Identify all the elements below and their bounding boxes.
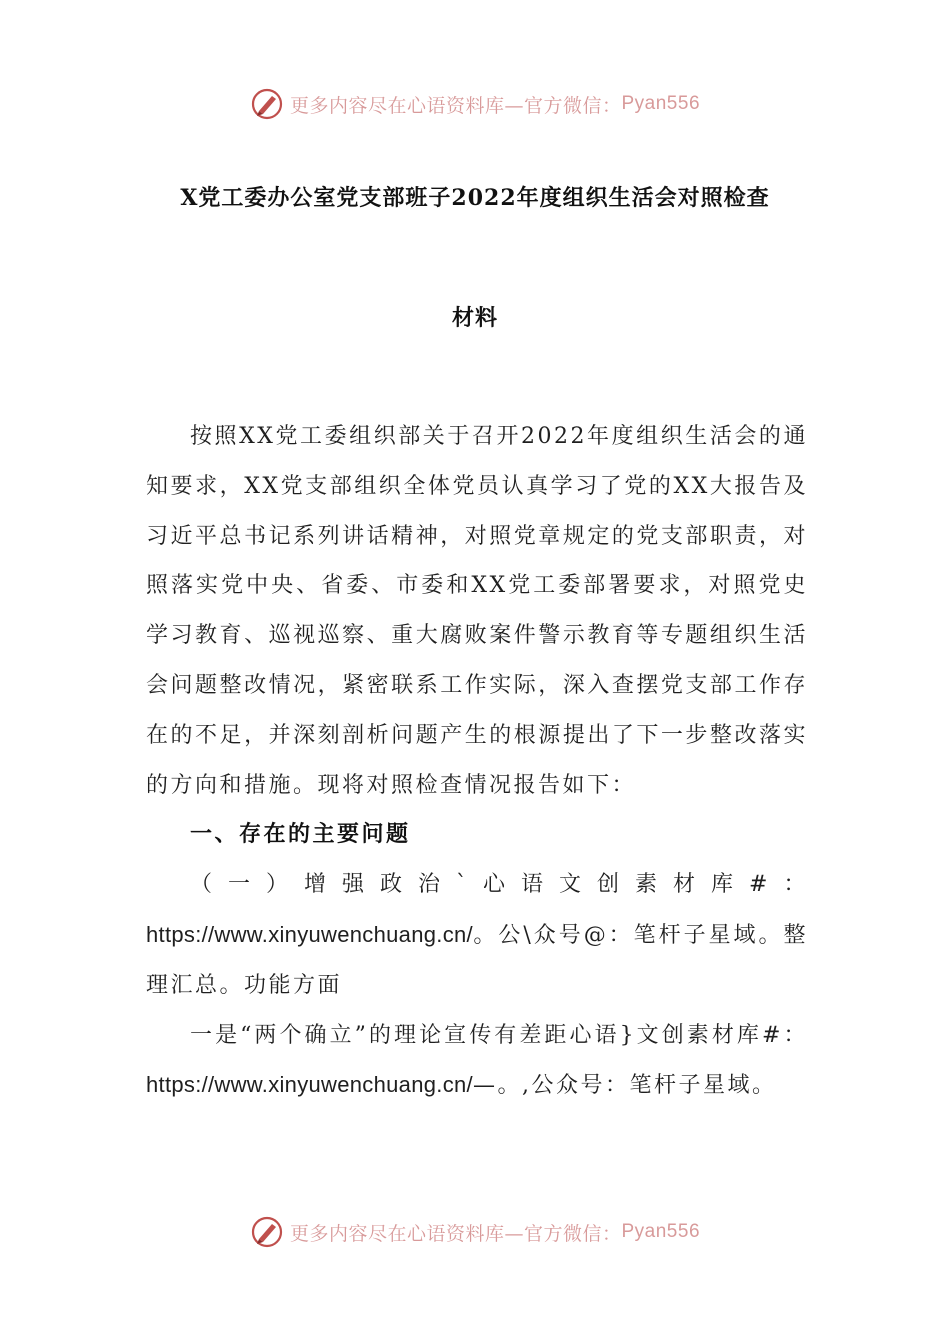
watermark-text: 更多内容尽在心语资料库—官方微信： <box>289 1222 622 1245</box>
document-body <box>146 412 808 1111</box>
point-text-b: —。,公众号：笔杆子星域。 <box>472 1073 777 1099</box>
pen-logo-icon <box>250 1215 284 1249</box>
subsection-text-b: 。公\众号@：笔杆子星域。整理汇总。功能方面 <box>146 922 808 998</box>
subsection-url: https://www.xinyuwenchuang.cn/ <box>146 921 473 947</box>
watermark-footer <box>0 1212 950 1252</box>
watermark-contact: Pyan556 <box>621 1221 701 1242</box>
intro-paragraph: 按照XX党工委组织部关于召开2022年度组织生活会的通知要求，XX党支部组织全体党员认真学习了党的XX大报告及习近平总书记系列讲话精神，对照党章规定的党支部职责，对照落实党中央、省委、市委和XX党工委部署要求，对照党史学习教育、巡视巡察、重大腐败案件警示教育等专题组织生活会问题整改情况，紧密联系工作实际，深入查摆党支部工作存在的不足，并深刻剖析问题产生的根源提出了下一步整改落实的方向和措施。现将对照检查情况报告如下： <box>146 424 808 798</box>
watermark-header <box>0 84 950 124</box>
subsection-text-a: （一）增强政治`心语文创素材库#： <box>190 872 808 898</box>
point-paragraph <box>146 1011 808 1112</box>
pen-logo-icon <box>250 87 284 121</box>
document-title-line2: 材料 <box>451 305 498 331</box>
watermark-text: 更多内容尽在心语资料库—官方微信： <box>289 94 622 117</box>
point-text-a: 一是“两个确立”的理论宣传有差距心语}文创素材库#： <box>190 1022 808 1048</box>
document-title-line1: X党工委办公室党支部班子2022年度组织生活会对照检查 <box>180 185 770 211</box>
watermark-contact: Pyan556 <box>621 93 701 114</box>
point-url: https://www.xinyuwenchuang.cn/ <box>146 1072 473 1098</box>
section-heading: 一、存在的主要问题 <box>190 821 411 848</box>
subsection-paragraph <box>146 860 808 1010</box>
